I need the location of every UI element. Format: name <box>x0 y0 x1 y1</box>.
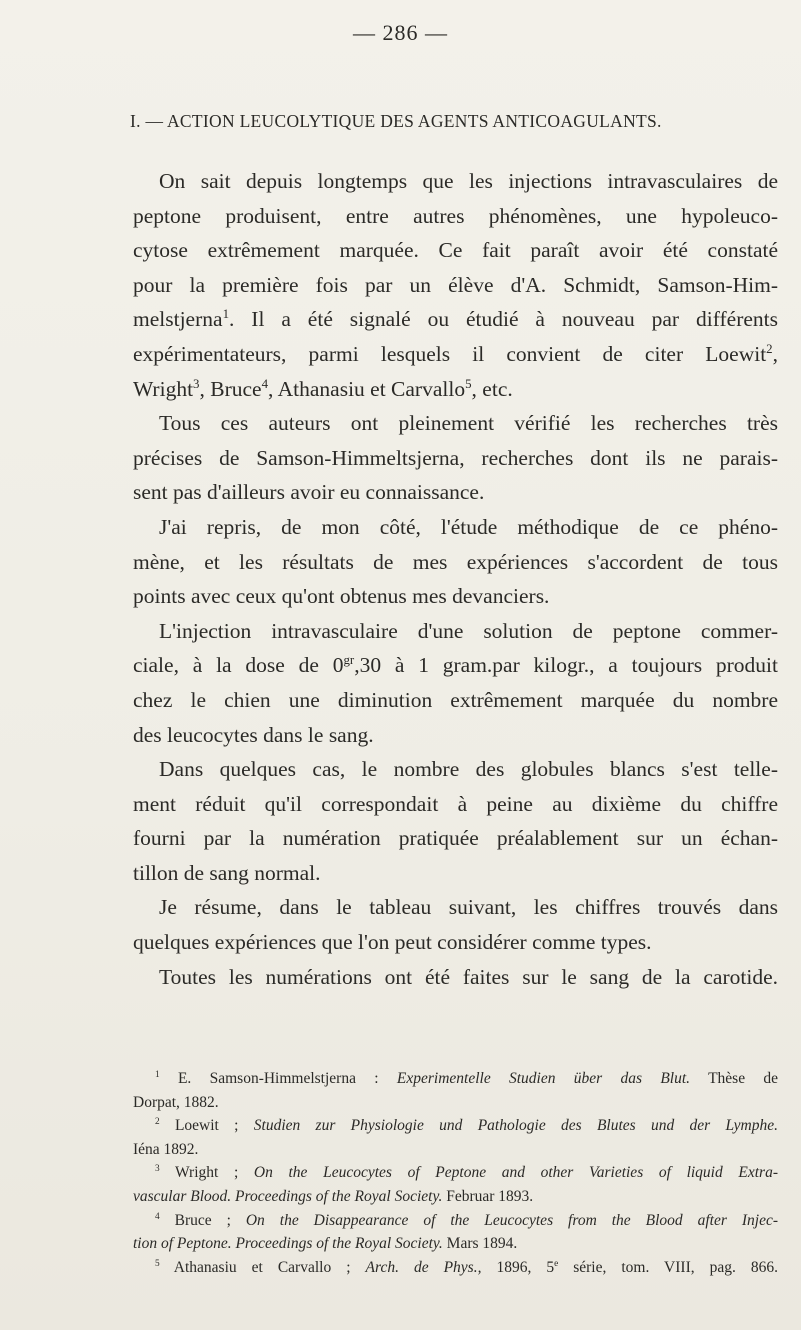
text-run: melstjerna <box>133 307 223 332</box>
body-line <box>133 752 778 787</box>
text-run: . Il a été signalé ou étudié à nouveau par différents <box>229 307 778 332</box>
superscript: 5 <box>465 376 472 391</box>
body-line <box>133 925 778 960</box>
text-run: chez le chien une diminution extrêmement marquée du nombre <box>133 687 778 712</box>
text-run: expérimentateurs, parmi lesquels il convient de citer Loewit <box>133 341 767 366</box>
superscript: gr <box>343 653 355 668</box>
text-run: On sait depuis longtemps que les injections intravasculaires de <box>159 169 778 193</box>
text-run: Tous ces auteurs ont pleinement vérifié les recherches très <box>159 411 778 436</box>
text-run: Wright <box>133 376 194 401</box>
body-line <box>133 441 778 476</box>
footnote-line <box>133 1138 778 1162</box>
footnote-line <box>133 1185 778 1209</box>
text-run: ,30 à 1 gram.par kilogr., a toujours produit <box>354 653 778 678</box>
text-run: Thèse de <box>690 1070 779 1087</box>
body-line <box>133 545 778 580</box>
body-line <box>133 960 778 995</box>
superscript: 1 <box>155 1069 160 1080</box>
superscript: 3 <box>193 376 200 391</box>
text-run: des leucocytes dans le sang. <box>133 722 374 747</box>
body-line <box>133 648 778 683</box>
body-line <box>133 683 778 718</box>
body-line <box>133 302 778 337</box>
body-line <box>133 890 778 925</box>
superscript: 4 <box>155 1211 160 1222</box>
italic-text: On the Disappearance of the Leucocytes from the Blood after Injec- <box>245 1211 778 1229</box>
text-run: sent pas d'ailleurs avoir eu connaissance. <box>133 480 485 505</box>
body-text <box>133 164 778 994</box>
text-run: Mars 1894. <box>442 1235 518 1253</box>
footnote-line <box>133 1256 778 1280</box>
text-run: fourni par la numération pratiquée préalablement sur un échan- <box>133 826 778 851</box>
text-run: Bruce ; <box>159 1211 246 1229</box>
footnote-line <box>133 1114 778 1138</box>
text-run: Dans quelques cas, le nombre des globules blancs s'est telle- <box>159 757 778 782</box>
body-line <box>133 821 778 856</box>
body-line <box>133 164 778 199</box>
text-run: Toutes les numérations ont été faites sur le sang de la carotide. <box>159 964 778 989</box>
text-run: mène, et les résultats de mes expériences s'accordent de tous <box>133 549 778 574</box>
body-line <box>133 718 778 753</box>
body-line <box>133 856 778 891</box>
text-run: série, tom. VIII, pag. 866. <box>558 1258 778 1276</box>
text-run: Je résume, dans le tableau suivant, les chiffres trouvés dans <box>159 895 778 920</box>
footnotes <box>133 1067 778 1279</box>
text-run: ment réduit qu'il correspondait à peine au dixième du chiffre <box>133 791 778 816</box>
superscript: 2 <box>766 341 773 356</box>
text-run: Athanasiu et Carvallo ; <box>159 1258 366 1276</box>
superscript: 1 <box>222 307 230 322</box>
text-run: tillon de sang normal. <box>133 860 321 885</box>
text-run: , Athanasiu et Carvallo <box>268 376 466 401</box>
footnote-line <box>133 1091 778 1115</box>
body-line <box>133 614 778 649</box>
italic-text: tion of Peptone. Proceedings of the Royal Society. <box>133 1235 443 1253</box>
text-run: quelques expériences que l'on peut considérer comme types. <box>133 930 652 955</box>
text-run: pour la première fois par un élève d'A. Schmidt, Samson-Him- <box>133 272 778 297</box>
body-line <box>133 337 778 372</box>
text-run: , Bruce <box>199 376 262 401</box>
text-run: points avec ceux qu'ont obtenus mes devanciers. <box>133 584 550 609</box>
body-line <box>133 579 778 614</box>
footnote-line <box>133 1209 778 1233</box>
italic-text: Arch. de Phys., <box>365 1258 482 1276</box>
text-run: 1896, 5 <box>481 1258 555 1276</box>
superscript: 2 <box>155 1117 160 1128</box>
superscript: 4 <box>261 376 269 391</box>
text-run: , <box>772 341 778 366</box>
italic-text: Studien zur Physiologie und Pathologie des Blutes und der Lymphe. <box>253 1117 778 1135</box>
body-line <box>133 268 778 303</box>
text-run: peptone produisent, entre autres phénomènes, une hypoleuco- <box>133 203 778 228</box>
footnote-line <box>133 1161 778 1185</box>
body-line <box>133 372 778 407</box>
italic-text: On the Leucocytes of Peptone and other Varieties of liquid Extra- <box>253 1164 778 1182</box>
text-run: ciale, à la dose de 0 <box>133 653 344 678</box>
text-run: L'injection intravasculaire d'une solution de peptone commer- <box>159 618 778 643</box>
text-run: cytose extrêmement marquée. Ce fait paraît avoir été constaté <box>133 238 778 263</box>
footnote-line <box>133 1067 778 1091</box>
text-run: , etc. <box>471 376 513 401</box>
body-line <box>133 199 778 234</box>
body-line <box>133 233 778 268</box>
page-number: — 286 — <box>353 20 448 45</box>
body-line <box>133 406 778 441</box>
text-run: Wright ; <box>159 1164 254 1182</box>
text-run: Februar 1893. <box>442 1187 534 1205</box>
body-line <box>133 787 778 822</box>
body-line <box>133 475 778 510</box>
text-run: E. Samson-Himmelstjerna : <box>159 1070 397 1087</box>
text-run: Iéna 1892. <box>133 1140 199 1158</box>
footnote-line <box>133 1232 778 1256</box>
text-run: Dorpat, 1882. <box>133 1093 219 1111</box>
italic-text: vascular Blood. Proceedings of the Royal Society. <box>133 1187 443 1205</box>
section-title: I. — ACTION LEUCOLYTIQUE DES AGENTS ANTICOAGULANTS. <box>130 111 662 131</box>
superscript: 3 <box>155 1164 160 1175</box>
body-line <box>133 510 778 545</box>
text-run: Loewit ; <box>159 1117 254 1135</box>
text-run: précises de Samson-Himmeltsjerna, recherches dont ils ne parais- <box>133 445 778 470</box>
text-run: J'ai repris, de mon côté, l'étude méthodique de ce phéno- <box>159 514 778 539</box>
superscript: 5 <box>155 1258 160 1269</box>
italic-text: Experimentelle Studien über das Blut. <box>396 1070 691 1087</box>
superscript: e <box>554 1258 559 1269</box>
